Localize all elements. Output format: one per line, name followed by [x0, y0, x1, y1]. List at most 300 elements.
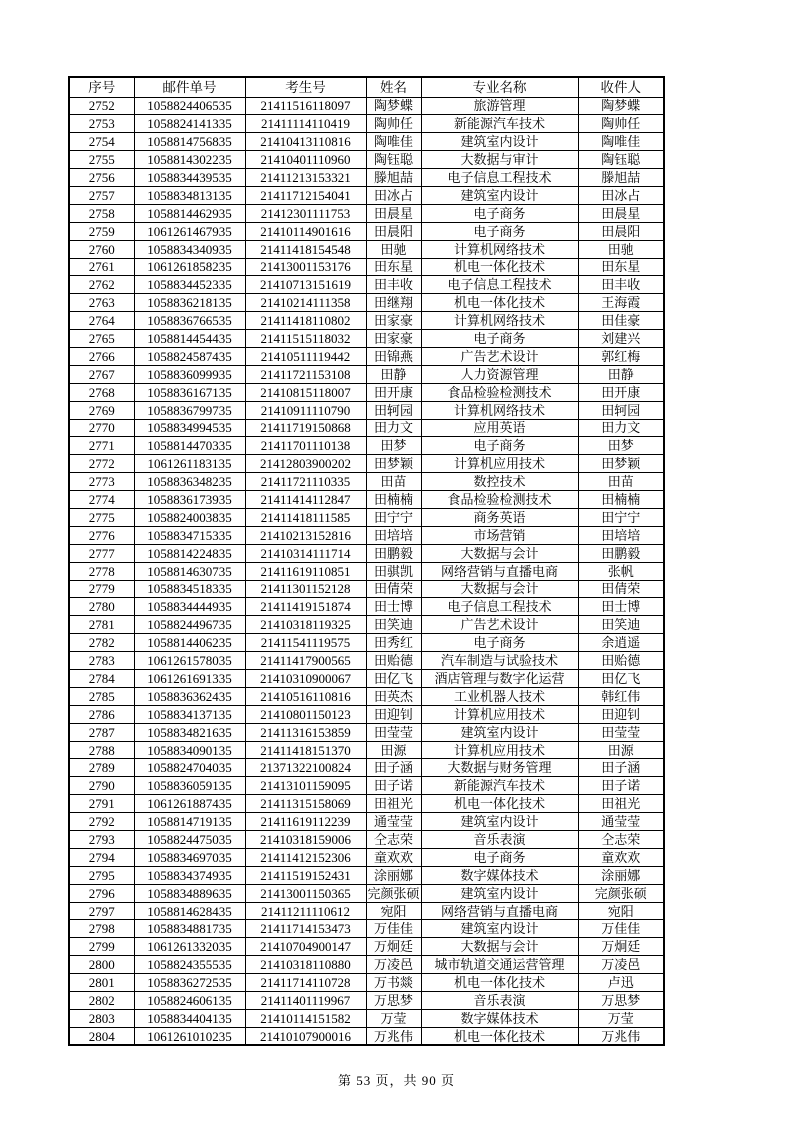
- serial-cell: 2767: [69, 365, 134, 383]
- recipient-cell: 田静: [578, 365, 664, 383]
- recipient-cell: 田士博: [578, 598, 664, 616]
- name-cell: 田秀红: [366, 634, 421, 652]
- major-cell: 计算机网络技术: [421, 240, 578, 258]
- table-row: [69, 330, 664, 348]
- serial-cell: 2785: [69, 687, 134, 705]
- recipient-cell: 田鹏毅: [578, 544, 664, 562]
- name-cell: 陶钰聪: [366, 151, 421, 169]
- name-cell: 田丰收: [366, 276, 421, 294]
- name-cell: 田培培: [366, 526, 421, 544]
- major-cell: 机电一体化技术: [421, 1027, 578, 1045]
- mail-number-cell: 1058824475035: [134, 831, 245, 849]
- table-header-row: [69, 77, 664, 97]
- recipient-cell: 陶帅任: [578, 115, 664, 133]
- major-cell: 商务英语: [421, 508, 578, 526]
- candidate-number-cell: 21410318119325: [245, 616, 366, 634]
- recipient-cell: 卢迅: [578, 974, 664, 992]
- mail-number-cell: 1058814462935: [134, 204, 245, 222]
- serial-cell: 2793: [69, 831, 134, 849]
- column-header-serial: 序号: [69, 77, 134, 97]
- recipient-cell: 陶钰聪: [578, 151, 664, 169]
- name-cell: 完颜张硕: [367, 885, 420, 901]
- table-row: [69, 419, 664, 437]
- recipient-cell: 张帆: [578, 562, 664, 580]
- major-cell: 大数据与财务管理: [421, 759, 578, 777]
- mail-number-cell: 1058834697035: [134, 848, 245, 866]
- name-cell: 田倩荣: [366, 580, 421, 598]
- serial-cell: 2792: [69, 813, 134, 831]
- candidate-number-cell: 21411541119575: [245, 634, 366, 652]
- candidate-number-cell: 21411701110138: [245, 437, 366, 455]
- recipient-cell: 万佳佳: [578, 920, 664, 938]
- table-row: [69, 1027, 664, 1045]
- serial-cell: 2799: [69, 938, 134, 956]
- mail-number-cell: 1058834821635: [134, 723, 245, 741]
- name-cell: 田祖光: [366, 795, 421, 813]
- serial-cell: 2781: [69, 616, 134, 634]
- recipient-cell: 宛阳: [578, 902, 664, 920]
- recipient-cell: 万凌邑: [578, 956, 664, 974]
- serial-cell: 2762: [69, 276, 134, 294]
- recipient-cell: 万炯廷: [578, 938, 664, 956]
- table-row: [69, 866, 664, 884]
- major-cell: 网络营销与直播电商: [421, 562, 578, 580]
- name-cell: 万佳佳: [366, 920, 421, 938]
- name-cell: 万书燚: [366, 974, 421, 992]
- candidate-number-cell: 21410801150123: [245, 705, 366, 723]
- candidate-number-cell: 21411418110802: [245, 312, 366, 330]
- name-cell: 田笑迪: [366, 616, 421, 634]
- candidate-number-cell: 21412301111753: [245, 204, 366, 222]
- table-row: [69, 204, 664, 222]
- table-row: [69, 723, 664, 741]
- name-cell: 宛阳: [366, 902, 421, 920]
- table-row: [69, 169, 664, 187]
- recipient-cell: 田倩荣: [578, 580, 664, 598]
- major-cell: 音乐表演: [421, 831, 578, 849]
- recipient-cell: 万莹: [578, 1009, 664, 1027]
- candidate-number-cell: 21410704900147: [245, 938, 366, 956]
- candidate-number-cell: 21411419151874: [245, 598, 366, 616]
- candidate-number-cell: 21411401119967: [245, 992, 366, 1010]
- serial-cell: 2798: [69, 920, 134, 938]
- mail-number-cell: 1058836272535: [134, 974, 245, 992]
- mail-number-cell: 1058834404135: [134, 1009, 245, 1027]
- serial-cell: 2773: [69, 473, 134, 491]
- table-row: [69, 526, 664, 544]
- serial-cell: 2757: [69, 186, 134, 204]
- major-cell: 电子商务: [421, 437, 578, 455]
- name-cell: 田贻德: [366, 652, 421, 670]
- serial-cell: 2764: [69, 312, 134, 330]
- recipient-cell: 田开康: [578, 383, 664, 401]
- mail-number-cell: 1058834444935: [134, 598, 245, 616]
- name-cell: 田英杰: [366, 687, 421, 705]
- major-cell: 网络营销与直播电商: [421, 902, 578, 920]
- mail-number-cell: 1058834813135: [134, 186, 245, 204]
- candidate-number-cell: 21411719150868: [245, 419, 366, 437]
- serial-cell: 2800: [69, 956, 134, 974]
- major-cell: 新能源汽车技术: [421, 115, 578, 133]
- candidate-number-cell: 21410713151619: [245, 276, 366, 294]
- table-row: [69, 580, 664, 598]
- mail-number-cell: 1061261691335: [134, 670, 245, 688]
- candidate-number-cell: 21411519152431: [245, 866, 366, 884]
- table-row: [69, 151, 664, 169]
- table-row: [69, 687, 664, 705]
- recipient-cell: 通莹莹: [578, 813, 664, 831]
- serial-cell: 2775: [69, 508, 134, 526]
- candidate-number-cell: 21411114110419: [245, 115, 366, 133]
- major-cell: 旅游管理: [421, 97, 578, 115]
- mail-number-cell: 1058824141335: [134, 115, 245, 133]
- mail-number-cell: 1058814406235: [134, 634, 245, 652]
- recipient-cell: 陶梦蝶: [578, 97, 664, 115]
- table-row: [69, 258, 664, 276]
- major-cell: 大数据与会计: [421, 544, 578, 562]
- name-cell: 通莹莹: [366, 813, 421, 831]
- mail-number-cell: 1058814756835: [134, 133, 245, 151]
- candidate-number-cell: 21371322100824: [245, 759, 366, 777]
- recipient-cell: 韩红伟: [578, 687, 664, 705]
- serial-cell: 2754: [69, 133, 134, 151]
- recipient-cell: 田子诺: [578, 777, 664, 795]
- name-cell: 田轲园: [366, 401, 421, 419]
- serial-cell: 2771: [69, 437, 134, 455]
- table-row: [69, 705, 664, 723]
- recipient-cell: 田晨阳: [578, 222, 664, 240]
- candidate-number-cell: 21410401110960: [245, 151, 366, 169]
- table-row: [69, 848, 664, 866]
- candidate-number-cell: 21410310900067: [245, 670, 366, 688]
- mail-number-cell: 1058836167135: [134, 383, 245, 401]
- table-row: [69, 276, 664, 294]
- table-row: [69, 455, 664, 473]
- name-cell: 童欢欢: [366, 848, 421, 866]
- table-row: [69, 1009, 664, 1027]
- name-cell: 田锦燕: [366, 347, 421, 365]
- serial-cell: 2761: [69, 258, 134, 276]
- table-row: [69, 186, 664, 204]
- serial-cell: 2802: [69, 992, 134, 1010]
- mail-number-cell: 1058824587435: [134, 347, 245, 365]
- name-cell: 田子涵: [366, 759, 421, 777]
- recipient-cell: 涂丽娜: [578, 866, 664, 884]
- mail-number-cell: 1058834439535: [134, 169, 245, 187]
- recipient-cell: 万思梦: [578, 992, 664, 1010]
- table-row: [69, 437, 664, 455]
- candidate-number-cell: 21411516118097: [245, 97, 366, 115]
- serial-cell: 2765: [69, 330, 134, 348]
- candidate-number-cell: 21410214111358: [245, 294, 366, 312]
- name-cell: 田宁宁: [366, 508, 421, 526]
- major-cell: 工业机器人技术: [421, 687, 578, 705]
- name-cell: 田梦颖: [366, 455, 421, 473]
- mail-list-table: [68, 76, 665, 1046]
- table-row: [69, 347, 664, 365]
- serial-cell: 2788: [69, 741, 134, 759]
- table-row: [69, 670, 664, 688]
- table-row: [69, 312, 664, 330]
- name-cell: 田静: [366, 365, 421, 383]
- major-cell: 广告艺术设计: [421, 347, 578, 365]
- name-cell: 田莹莹: [366, 723, 421, 741]
- major-cell: 食品检验检测技术: [421, 383, 578, 401]
- table-row: [69, 491, 664, 509]
- candidate-number-cell: 21411211110612: [245, 902, 366, 920]
- serial-cell: 2769: [69, 401, 134, 419]
- candidate-number-cell: 21411712154041: [245, 186, 366, 204]
- mail-number-cell: 1058814470335: [134, 437, 245, 455]
- major-cell: 计算机应用技术: [421, 705, 578, 723]
- name-cell: 田亿飞: [366, 670, 421, 688]
- recipient-cell: 田梦颖: [578, 455, 664, 473]
- major-cell: 计算机应用技术: [421, 455, 578, 473]
- candidate-number-cell: 21411301152128: [245, 580, 366, 598]
- recipient-cell: 田培培: [578, 526, 664, 544]
- mail-number-cell: 1058814454435: [134, 330, 245, 348]
- candidate-number-cell: 21410815118007: [245, 383, 366, 401]
- mail-number-cell: 1061261578035: [134, 652, 245, 670]
- name-cell: 田晨阳: [366, 222, 421, 240]
- name-cell: 田士博: [366, 598, 421, 616]
- mail-number-cell: 1058834881735: [134, 920, 245, 938]
- recipient-cell: 田贻德: [578, 652, 664, 670]
- serial-cell: 2779: [69, 580, 134, 598]
- mail-number-cell: 1058836348235: [134, 473, 245, 491]
- name-cell: 田家豪: [366, 312, 421, 330]
- serial-cell: 2783: [69, 652, 134, 670]
- mail-number-cell: 1058834340935: [134, 240, 245, 258]
- page-footer: 第 53 页，共 90 页: [337, 1073, 455, 1088]
- serial-cell: 2778: [69, 562, 134, 580]
- recipient-cell: 田宁宁: [578, 508, 664, 526]
- table-row: [69, 902, 664, 920]
- serial-cell: 2784: [69, 670, 134, 688]
- serial-cell: 2804: [69, 1027, 134, 1045]
- table-row: [69, 383, 664, 401]
- mail-number-cell: 1058834137135: [134, 705, 245, 723]
- candidate-number-cell: 21411619110851: [245, 562, 366, 580]
- name-cell: 陶梦蝶: [366, 97, 421, 115]
- name-cell: 田开康: [366, 383, 421, 401]
- serial-cell: 2797: [69, 902, 134, 920]
- mail-number-cell: 1058814302235: [134, 151, 245, 169]
- mail-number-cell: 1061261858235: [134, 258, 245, 276]
- mail-number-cell: 1058836099935: [134, 365, 245, 383]
- major-cell: 电子信息工程技术: [421, 169, 578, 187]
- serial-cell: 2796: [69, 884, 134, 902]
- name-cell: 仝志荣: [366, 831, 421, 849]
- recipient-cell: 王海霞: [578, 294, 664, 312]
- column-header-recipient: 收件人: [578, 77, 664, 97]
- mail-number-cell: 1058836173935: [134, 491, 245, 509]
- candidate-number-cell: 21411417900565: [245, 652, 366, 670]
- recipient-cell: 田迎钊: [578, 705, 664, 723]
- major-cell: 电子商务: [421, 222, 578, 240]
- recipient-cell: 刘建兴: [578, 330, 664, 348]
- recipient-cell: 陶唯佳: [578, 133, 664, 151]
- mail-number-cell: 1058834090135: [134, 741, 245, 759]
- name-cell: 万凌邑: [366, 956, 421, 974]
- recipient-cell: 童欢欢: [578, 848, 664, 866]
- major-cell: 电子商务: [421, 848, 578, 866]
- candidate-number-cell: 21410516110816: [245, 687, 366, 705]
- table-row: [69, 473, 664, 491]
- mail-number-cell: 1058814628435: [134, 902, 245, 920]
- recipient-cell: 田东星: [578, 258, 664, 276]
- table-row: [69, 884, 664, 902]
- table-row: [69, 508, 664, 526]
- major-cell: 应用英语: [421, 419, 578, 437]
- recipient-cell: 滕旭喆: [578, 169, 664, 187]
- table-row: [69, 365, 664, 383]
- name-cell: 万炯廷: [366, 938, 421, 956]
- serial-cell: 2774: [69, 491, 134, 509]
- table-row: [69, 813, 664, 831]
- major-cell: 计算机网络技术: [421, 401, 578, 419]
- candidate-number-cell: 21410114901616: [245, 222, 366, 240]
- candidate-number-cell: 21411714153473: [245, 920, 366, 938]
- name-cell: 田楠楠: [366, 491, 421, 509]
- serial-cell: 2752: [69, 97, 134, 115]
- mail-number-cell: 1061261183135: [134, 455, 245, 473]
- table-row: [69, 938, 664, 956]
- recipient-cell: 田祖光: [578, 795, 664, 813]
- serial-cell: 2789: [69, 759, 134, 777]
- table-row: [69, 992, 664, 1010]
- major-cell: 市场营销: [421, 526, 578, 544]
- name-cell: 田源: [366, 741, 421, 759]
- recipient-cell: 完颜张硕: [578, 884, 664, 902]
- name-cell: 田晨星: [366, 204, 421, 222]
- name-cell: 涂丽娜: [366, 866, 421, 884]
- mail-number-cell: 1061261467935: [134, 222, 245, 240]
- candidate-number-cell: 21411316153859: [245, 723, 366, 741]
- recipient-cell: 万兆伟: [578, 1027, 664, 1045]
- mail-number-cell: 1058824496735: [134, 616, 245, 634]
- table-row: [69, 974, 664, 992]
- table-body: [69, 97, 664, 1045]
- name-cell: 田骐凯: [366, 562, 421, 580]
- candidate-number-cell: 21413101159095: [245, 777, 366, 795]
- candidate-number-cell: 21411414112847: [245, 491, 366, 509]
- serial-cell: 2791: [69, 795, 134, 813]
- candidate-number-cell: 21413001153176: [245, 258, 366, 276]
- major-cell: 音乐表演: [421, 992, 578, 1010]
- mail-number-cell: 1058814630735: [134, 562, 245, 580]
- mail-number-cell: 1058836218135: [134, 294, 245, 312]
- table-row: [69, 401, 664, 419]
- recipient-cell: 郭红梅: [578, 347, 664, 365]
- name-cell: 万兆伟: [366, 1027, 421, 1045]
- table-row: [69, 115, 664, 133]
- table-row: [69, 956, 664, 974]
- candidate-number-cell: 21411213153321: [245, 169, 366, 187]
- name-cell: 田鹏毅: [366, 544, 421, 562]
- table-row: [69, 240, 664, 258]
- name-cell: 田冰占: [366, 186, 421, 204]
- candidate-number-cell: 21412803900202: [245, 455, 366, 473]
- major-cell: 城市轨道交通运营管理: [421, 956, 578, 974]
- major-cell: 酒店管理与数字化运营: [421, 670, 578, 688]
- name-cell: 陶唯佳: [366, 133, 421, 151]
- major-cell: 机电一体化技术: [421, 974, 578, 992]
- candidate-number-cell: 21410318110880: [245, 956, 366, 974]
- name-cell: 万莹: [366, 1009, 421, 1027]
- name-cell: 田继翔: [366, 294, 421, 312]
- candidate-number-cell: 21410213152816: [245, 526, 366, 544]
- name-cell: 万思梦: [366, 992, 421, 1010]
- serial-cell: 2756: [69, 169, 134, 187]
- major-cell: 建筑室内设计: [421, 884, 578, 902]
- mail-number-cell: 1058834374935: [134, 866, 245, 884]
- name-cell: 田梦: [366, 437, 421, 455]
- major-cell: 计算机应用技术: [421, 741, 578, 759]
- table-row: [69, 616, 664, 634]
- candidate-number-cell: 21411418154548: [245, 240, 366, 258]
- recipient-cell: 田源: [578, 741, 664, 759]
- serial-cell: 2780: [69, 598, 134, 616]
- serial-cell: 2803: [69, 1009, 134, 1027]
- major-cell: 广告艺术设计: [421, 616, 578, 634]
- name-cell: 田力文: [366, 419, 421, 437]
- candidate-number-cell: 21410314111714: [245, 544, 366, 562]
- major-cell: 电子信息工程技术: [421, 276, 578, 294]
- table-row: [69, 920, 664, 938]
- major-cell: 建筑室内设计: [421, 723, 578, 741]
- column-header-major: 专业名称: [421, 77, 578, 97]
- recipient-cell: 田楠楠: [578, 491, 664, 509]
- mail-number-cell: 1058824355535: [134, 956, 245, 974]
- table-row: [69, 741, 664, 759]
- major-cell: 数控技术: [421, 473, 578, 491]
- serial-cell: 2794: [69, 848, 134, 866]
- major-cell: 建筑室内设计: [421, 186, 578, 204]
- major-cell: 电子信息工程技术: [421, 598, 578, 616]
- major-cell: 电子商务: [421, 330, 578, 348]
- candidate-number-cell: 21411721110335: [245, 473, 366, 491]
- recipient-cell: 田笑迪: [578, 616, 664, 634]
- candidate-number-cell: 21411418111585: [245, 508, 366, 526]
- major-cell: 汽车制造与试验技术: [421, 652, 578, 670]
- name-cell: 田苗: [366, 473, 421, 491]
- major-cell: 大数据与会计: [421, 938, 578, 956]
- table-row: [69, 97, 664, 115]
- column-header-candidate-number: 考生号: [245, 77, 366, 97]
- major-cell: 建筑室内设计: [421, 133, 578, 151]
- mail-number-cell: 1058834715335: [134, 526, 245, 544]
- mail-number-cell: 1058824704035: [134, 759, 245, 777]
- serial-cell: 2772: [69, 455, 134, 473]
- serial-cell: 2786: [69, 705, 134, 723]
- recipient-cell: 田梦: [578, 437, 664, 455]
- recipient-cell: 仝志荣: [578, 831, 664, 849]
- major-cell: 建筑室内设计: [421, 920, 578, 938]
- mail-number-cell: 1058834889635: [134, 884, 245, 902]
- table-row: [69, 777, 664, 795]
- mail-number-cell: 1058834518335: [134, 580, 245, 598]
- mail-number-cell: 1058836799735: [134, 401, 245, 419]
- major-cell: 机电一体化技术: [421, 258, 578, 276]
- serial-cell: 2776: [69, 526, 134, 544]
- table-row: [69, 544, 664, 562]
- candidate-number-cell: 21411714110728: [245, 974, 366, 992]
- serial-cell: 2782: [69, 634, 134, 652]
- mail-number-cell: 1058814719135: [134, 813, 245, 831]
- candidate-number-cell: 21411412152306: [245, 848, 366, 866]
- candidate-number-cell: 21411619112239: [245, 813, 366, 831]
